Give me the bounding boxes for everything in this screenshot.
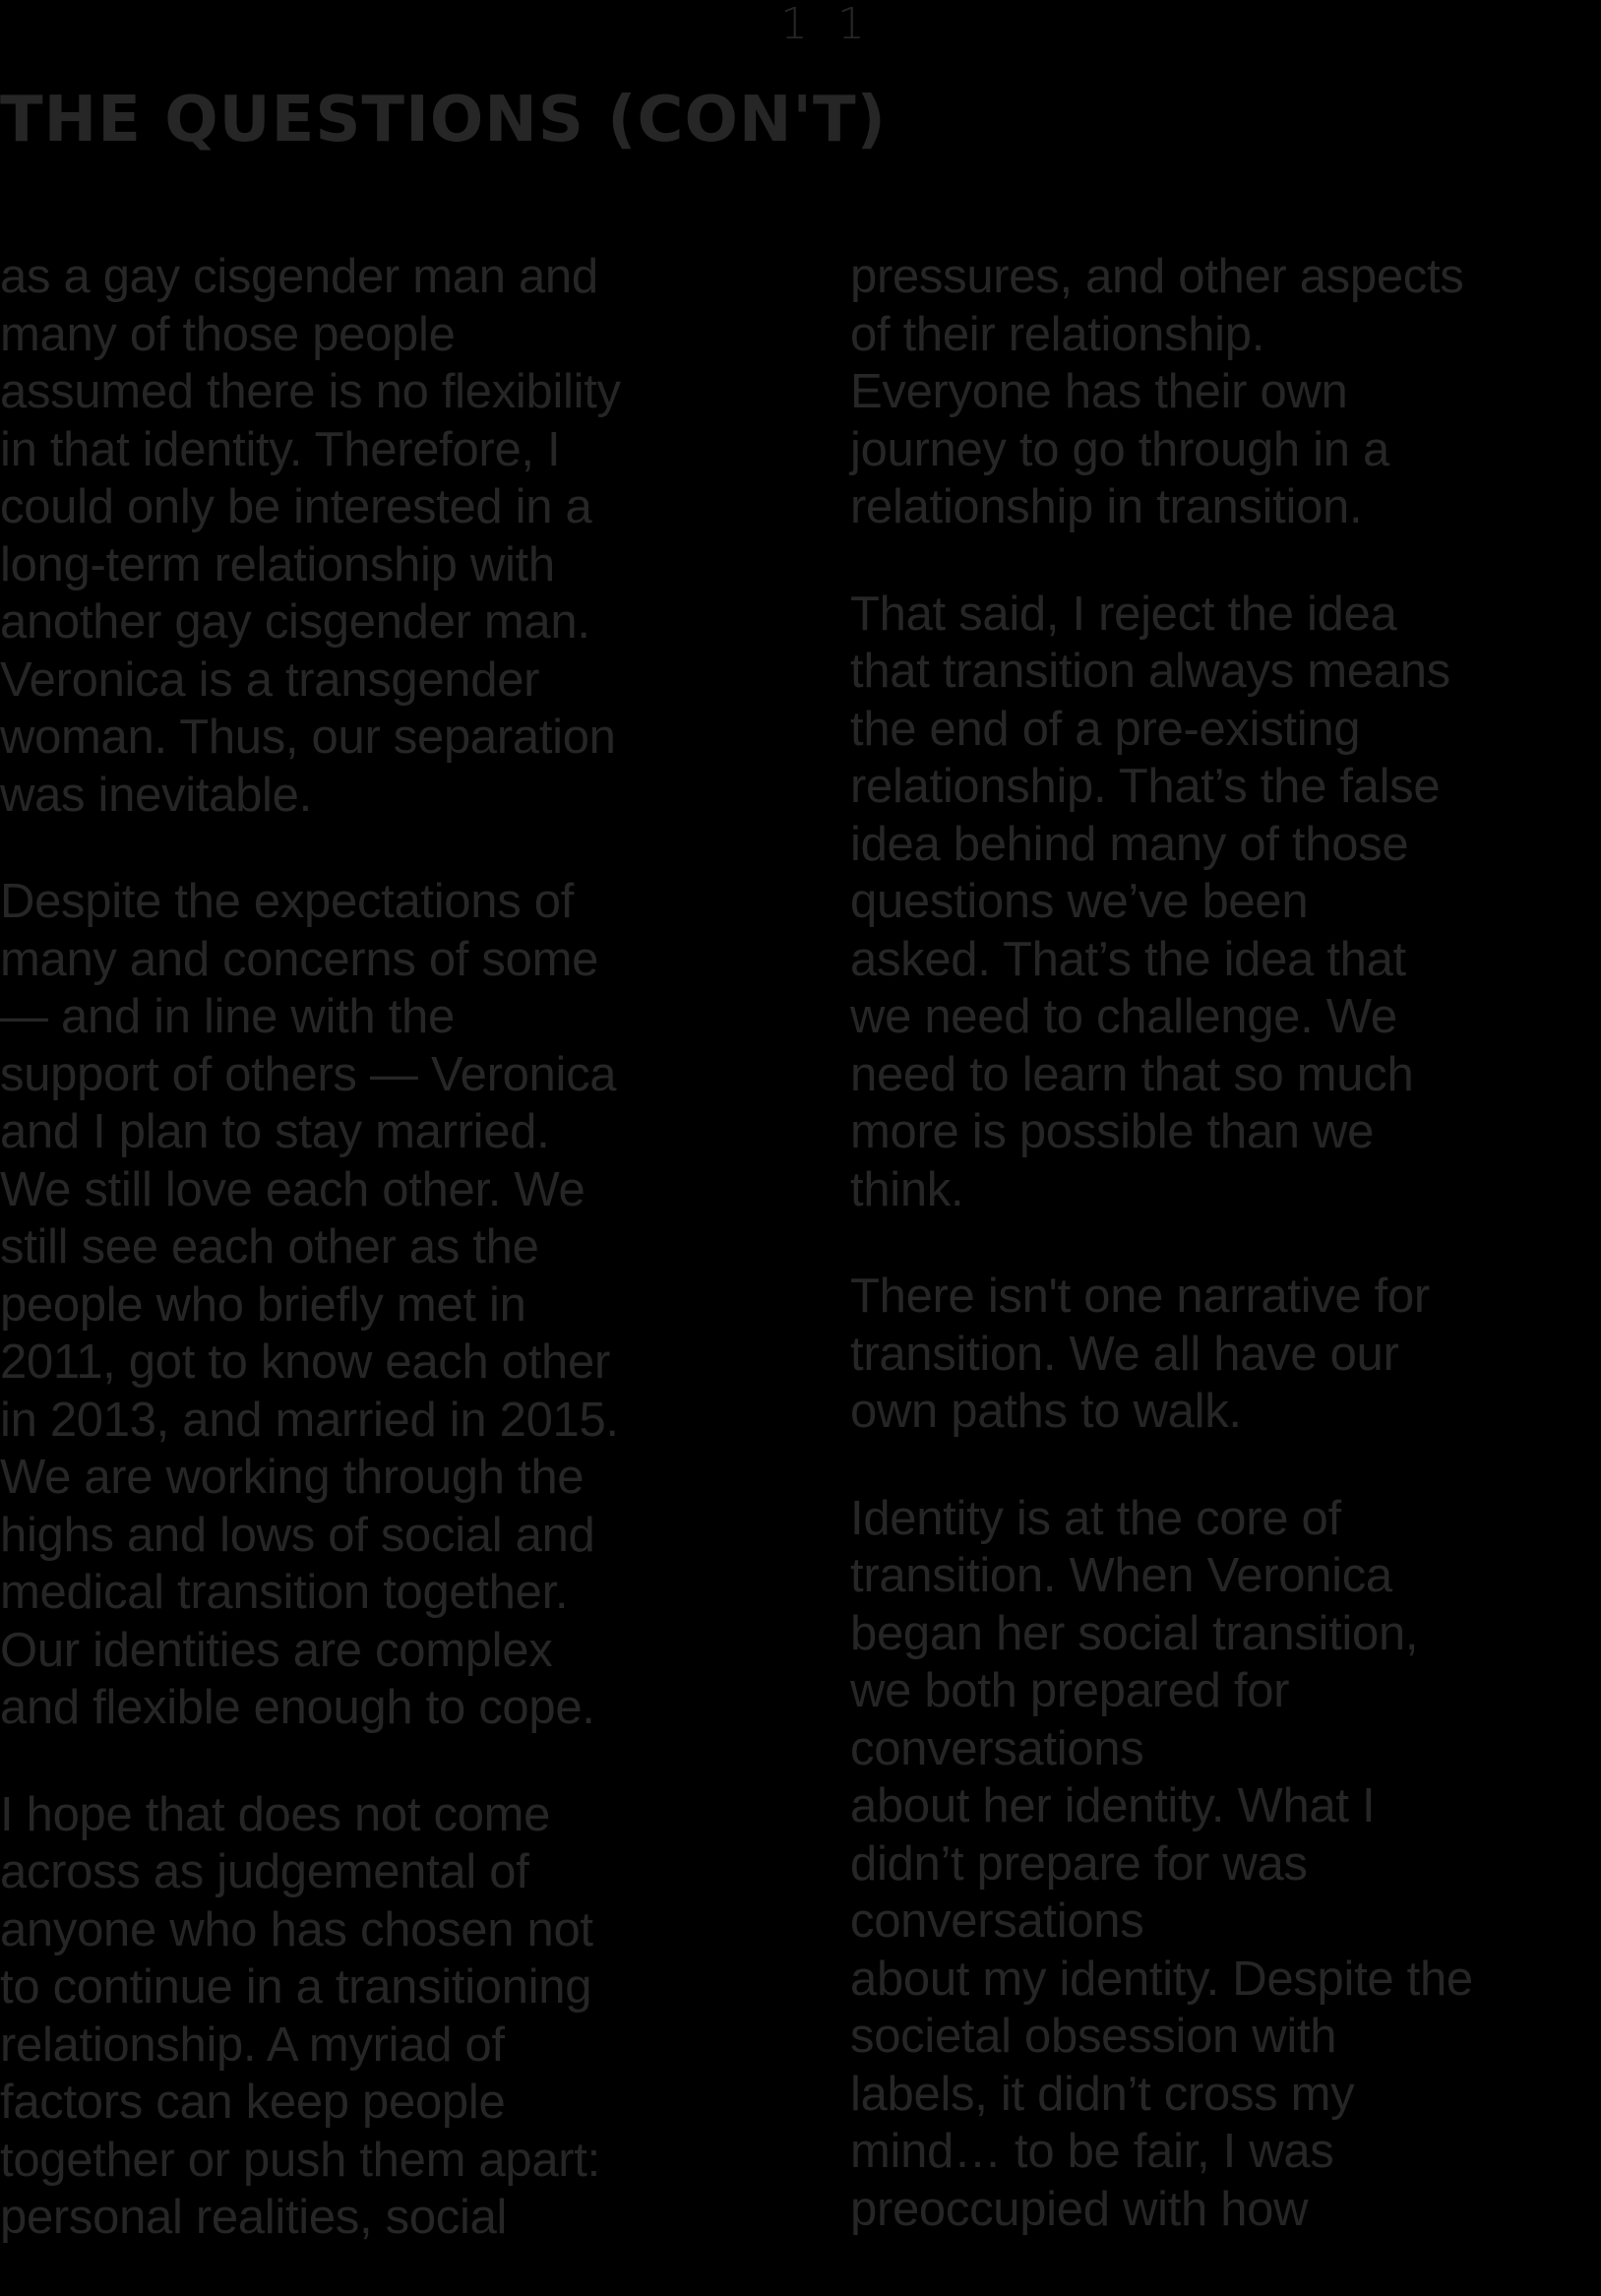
text-line: need to learn that so much [850,1047,1414,1101]
text-line: together or push them apart: [0,2133,600,2187]
text-line: questions we’ve been [850,875,1309,928]
text-line: anyone who has chosen not [0,1902,593,1956]
text-line: personal realities, social [0,2191,508,2244]
text-line: assumed there is no flexibility [0,365,621,418]
text-line: about my identity. Despite the [850,1952,1473,2006]
text-line: Veronica is a transgender [0,652,540,707]
text-line: that transition always means [850,645,1450,698]
text-line: of their relationship. [850,307,1265,361]
text-line: we both prepared for [850,1664,1290,1717]
text-line: about her identity. What I [850,1779,1376,1832]
text-line: in 2013, and married in 2015. [0,1393,619,1447]
text-line: we need to challenge. We [850,990,1397,1043]
text-line: medical transition together. [0,1566,569,1619]
text-line: support of others — Veronica [0,1047,617,1101]
text-line: We still love each other. We [0,1162,585,1216]
text-line: preoccupied with how [850,2182,1309,2236]
text-line: could only be interested in a [0,480,592,533]
text-line: We are working through the [0,1451,585,1504]
page-number: 1 1 [780,0,873,49]
text-line: across as judgemental of [0,1845,529,1898]
text-line: woman. Thus, our separation [0,711,616,764]
text-line: pressures, and other aspects [850,250,1464,303]
text-line: was inevitable. [0,768,312,822]
text-line: many and concerns of some [0,932,599,986]
text-line: relationship. A myriad of [0,2017,505,2072]
text-line: people who briefly met in [0,1277,526,1332]
text-line: another gay cisgender man. [0,595,590,649]
body-paragraph [850,1268,1598,1441]
text-line: conversations [850,1894,1144,1948]
text-line: Everyone has their own [850,365,1348,418]
text-line: That said, I reject the idea [850,587,1397,641]
text-line: in that identity. Therefore, I [0,422,561,476]
body-paragraph [0,1786,787,2247]
text-line: relationship. That’s the false [850,760,1441,813]
text-line: idea behind many of those [850,817,1409,871]
text-line: to continue in a transitioning [0,1960,592,2014]
left-column [0,248,787,2296]
text-line: think. [850,1162,964,1216]
body-paragraph [0,248,787,824]
text-line: many of those people [0,307,456,361]
body-paragraph [850,1490,1598,2239]
text-line: highs and lows of social and [0,1508,595,1562]
body-paragraph [850,248,1598,536]
text-line: transition. We all have our [850,1327,1399,1381]
page-title: THE QUESTIONS (CON'T) [0,84,887,156]
text-line: didn’t prepare for was [850,1836,1308,1891]
text-line: There isn't one narrative for [850,1270,1430,1323]
text-line: labels, it didn’t cross my [850,2067,1355,2121]
text-line: societal obsession with [850,2010,1337,2063]
text-line: long-term relationship with [0,537,555,591]
text-line: the end of a pre-existing [850,702,1361,756]
text-line: asked. That’s the idea that [850,932,1406,986]
text-line: transition. When Veronica [850,1549,1392,1602]
text-line: still see each other as the [0,1220,539,1273]
text-line: journey to go through in a [850,422,1389,476]
text-line: I hope that does not come [0,1787,551,1841]
text-line: Our identities are complex [0,1623,553,1677]
text-line: and flexible enough to cope. [0,1681,595,1734]
text-line: — and in line with the [0,990,455,1043]
text-line: own paths to walk. [850,1385,1242,1438]
text-line: and I plan to stay married. [0,1105,550,1158]
text-line: began her social transition, [850,1606,1419,1660]
text-line: Identity is at the core of [850,1491,1341,1545]
text-line: 2011, got to know each other [0,1335,610,1389]
body-paragraph [850,586,1598,1219]
text-line: as a gay cisgender man and [0,250,598,303]
text-line: relationship in transition. [850,480,1363,533]
text-line: conversations [850,1721,1144,1775]
right-column [850,248,1598,2287]
text-line: factors can keep people [0,2076,506,2129]
body-paragraph [0,873,787,1737]
text-line: mind… to be fair, I was [850,2125,1334,2178]
text-line: Despite the expectations of [0,875,574,928]
text-line: more is possible than we [850,1105,1375,1158]
